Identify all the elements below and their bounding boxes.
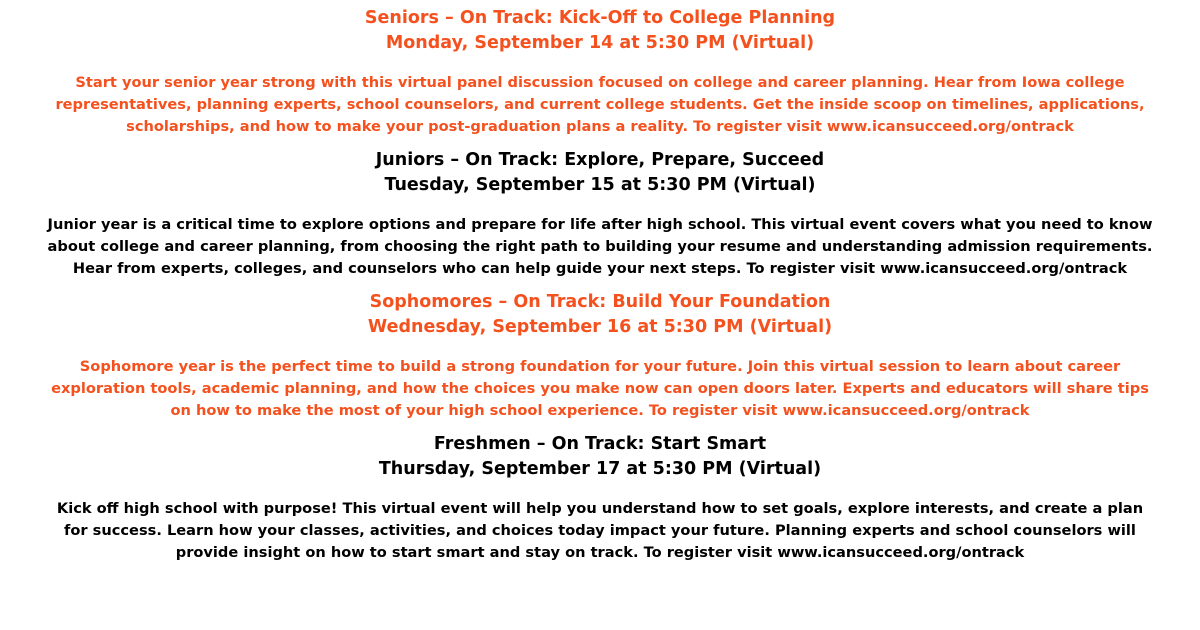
event-freshmen [8,432,1192,564]
description-line: representatives, planning experts, school counselors, and current college students. Get the inside scoop on timelines, applications, [55,96,1145,113]
event-title: Sophomores – On Track: Build Your Foundation [369,292,831,312]
event-seniors [8,6,1192,138]
description-line: Hear from experts, colleges, and counselors who can help guide your next steps. To register visit www.icansucceed.org/ontrack [72,260,1128,277]
event-date: Monday, September 14 at 5:30 PM (Virtual) [385,33,815,53]
event-date: Wednesday, September 16 at 5:30 PM (Virtual) [367,317,833,337]
event-juniors [8,148,1192,280]
description-line: about college and career planning, from choosing the right path to building your resume and understanding admission requirements. [47,238,1153,255]
description-line: Start your senior year strong with this virtual panel discussion focused on college and career planning. Hear from Iowa college [75,74,1125,91]
event-date: Tuesday, September 15 at 5:30 PM (Virtual) [384,175,816,195]
description-line: Sophomore year is the perfect time to build a strong foundation for your future. Join this virtual session to learn about career [79,358,1121,375]
event-sophomores [8,290,1192,422]
description-line: Kick off high school with purpose! This virtual event will help you understand how to set goals, explore interests, and create a plan [56,500,1144,517]
description-line: scholarships, and how to make your post-graduation plans a reality. To register visit www.icansucceed.org/ontrack [126,118,1074,135]
event-description [8,72,1192,138]
event-title: Seniors – On Track: Kick-Off to College Planning [364,8,836,28]
event-description [8,356,1192,422]
event-date: Thursday, September 17 at 5:30 PM (Virtual) [378,459,822,479]
event-description [8,498,1192,564]
description-line: on how to make the most of your high school experience. To register visit www.icansucceed.org/ontrack [170,402,1030,419]
description-line: provide insight on how to start smart and stay on track. To register visit www.icansucceed.org/ontrack [175,544,1025,561]
description-line: Junior year is a critical time to explore options and prepare for life after high school. This virtual event covers what you need to know [47,216,1153,233]
event-title: Juniors – On Track: Explore, Prepare, Succeed [375,150,825,170]
event-title: Freshmen – On Track: Start Smart [433,434,767,454]
event-description [8,214,1192,280]
description-line: for success. Learn how your classes, activities, and choices today impact your future. Planning experts and school counselors will [64,522,1136,539]
description-line: exploration tools, academic planning, and how the choices you make now can open doors later. Experts and educators will share tips [51,380,1149,397]
